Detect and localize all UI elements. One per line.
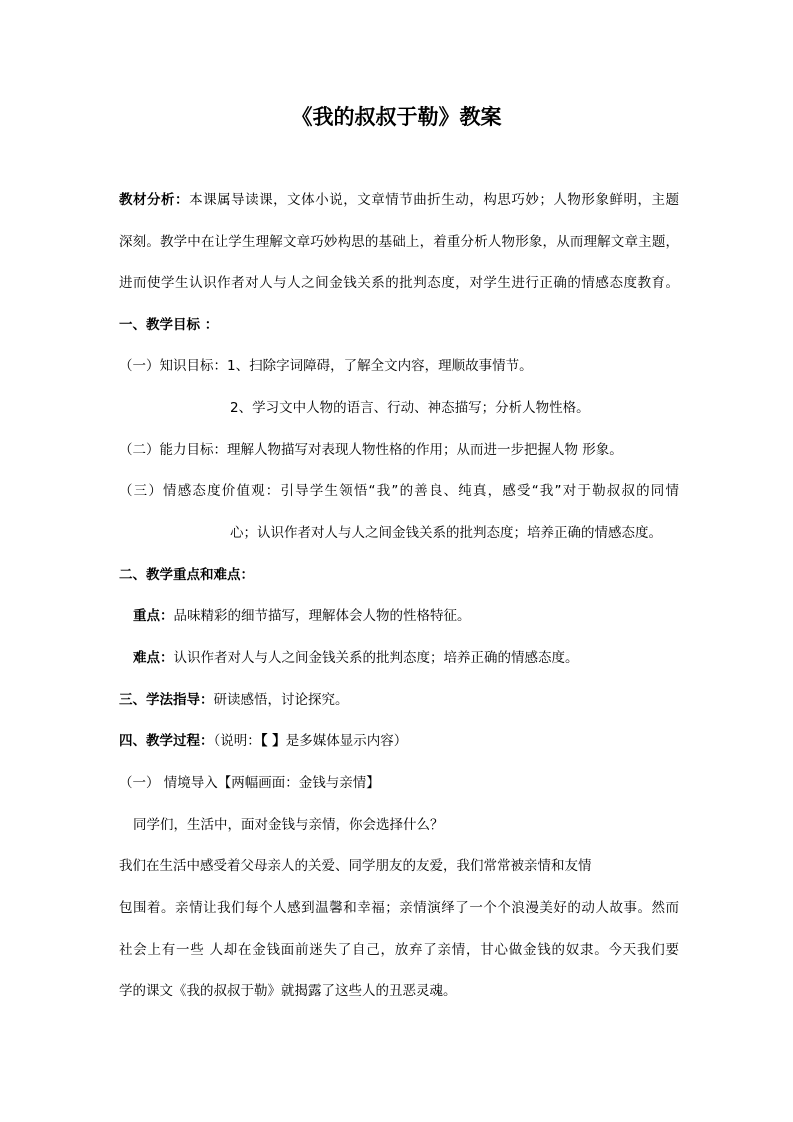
focus-text: 品味精彩的细节描写，理解体会人物的性格特征。 xyxy=(173,608,471,624)
document-title: 《我的叔叔于勒》教案 xyxy=(291,105,502,129)
analysis-label: 教材分析： xyxy=(119,192,190,208)
method-label: 三、学法指导： xyxy=(119,692,214,708)
emotion-goal-line-2: 心；认识作者对人与人之间金钱关系的批判态度；培养正确的情感态度。 xyxy=(230,525,662,541)
process-note-brackets: 【 】 xyxy=(260,733,286,749)
goals-heading: 一、教学目标 ： xyxy=(119,317,219,333)
focus-label: 重点： xyxy=(133,608,174,624)
difficulty-label: 难点： xyxy=(133,650,174,666)
intro-prefix: （一） 情境导入 xyxy=(119,775,218,791)
process-note-suffix: 是多媒体显示内容） xyxy=(285,733,408,749)
method-line xyxy=(119,689,679,711)
analysis-line-2: 深刻。教学中在让学生理解文章巧妙构思的基础上，着重分析人物形象，从而理解文章主题， xyxy=(119,234,679,250)
difficulty-text: 认识作者对人与人之间金钱关系的批判态度；培养正确的情感态度。 xyxy=(173,650,579,666)
process-line xyxy=(119,730,679,752)
intro-question: 同学们，生活中，面对金钱与亲情，你会选择什么？ xyxy=(133,817,444,833)
intro-bracket: 【两幅画面：金钱与亲情】 xyxy=(217,775,380,791)
analysis-line-1 xyxy=(119,189,679,211)
analysis-text-1: 本课属导读课，文体小说，文章情节曲折生动，构思巧妙；人物形象鲜明，主题 xyxy=(189,192,680,208)
process-note-prefix: （说明： xyxy=(213,733,261,749)
knowledge-goal-line-1: （一）知识目标：1、扫除字词障碍，了解全文内容，理顺故事情节。 xyxy=(119,358,533,374)
method-text: 研读感悟，讨论探究。 xyxy=(213,692,349,708)
ability-goal: （二）能力目标：理解人物描写对表现人物性格的作用；从而进一步把握人物 形象。 xyxy=(119,442,623,458)
intro-paragraph-line-2: 包围着。亲情让我们每个人感到温馨和幸福；亲情演绎了一个个浪漫美好的动人故事。然而 xyxy=(119,900,679,916)
process-label: 四、教学过程： xyxy=(119,733,214,749)
analysis-line-3: 进而使学生认识作者对人与人之间金钱关系的批判态度，对学生进行正确的情感态度教育。 xyxy=(119,275,679,291)
intro-paragraph-line-3: 社会上有一些 人却在金钱面前迷失了自己，放弃了亲情，甘心做金钱的奴隶。今天我们要 xyxy=(119,942,679,958)
emotion-goal-line-1: （三）情感态度价值观：引导学生领悟“我”的善良、纯真，感受“我”对于勒叔叔的同情 xyxy=(119,483,679,499)
intro-line xyxy=(119,772,679,794)
intro-paragraph-line-4: 学的课文《我的叔叔于勒》就揭露了这些人的丑恶灵魂。 xyxy=(119,983,457,999)
knowledge-goal-line-2: 2、学习文中人物的语言、行动、神态描写；分析人物性格。 xyxy=(230,400,590,416)
intro-paragraph-line-1: 我们在生活中感受着父母亲人的关爱、同学朋友的友爱，我们常常被亲情和友情 xyxy=(119,858,592,874)
focus-line xyxy=(133,605,693,627)
difficulty-line xyxy=(133,647,693,669)
key-points-heading: 二、教学重点和难点： xyxy=(119,567,254,583)
